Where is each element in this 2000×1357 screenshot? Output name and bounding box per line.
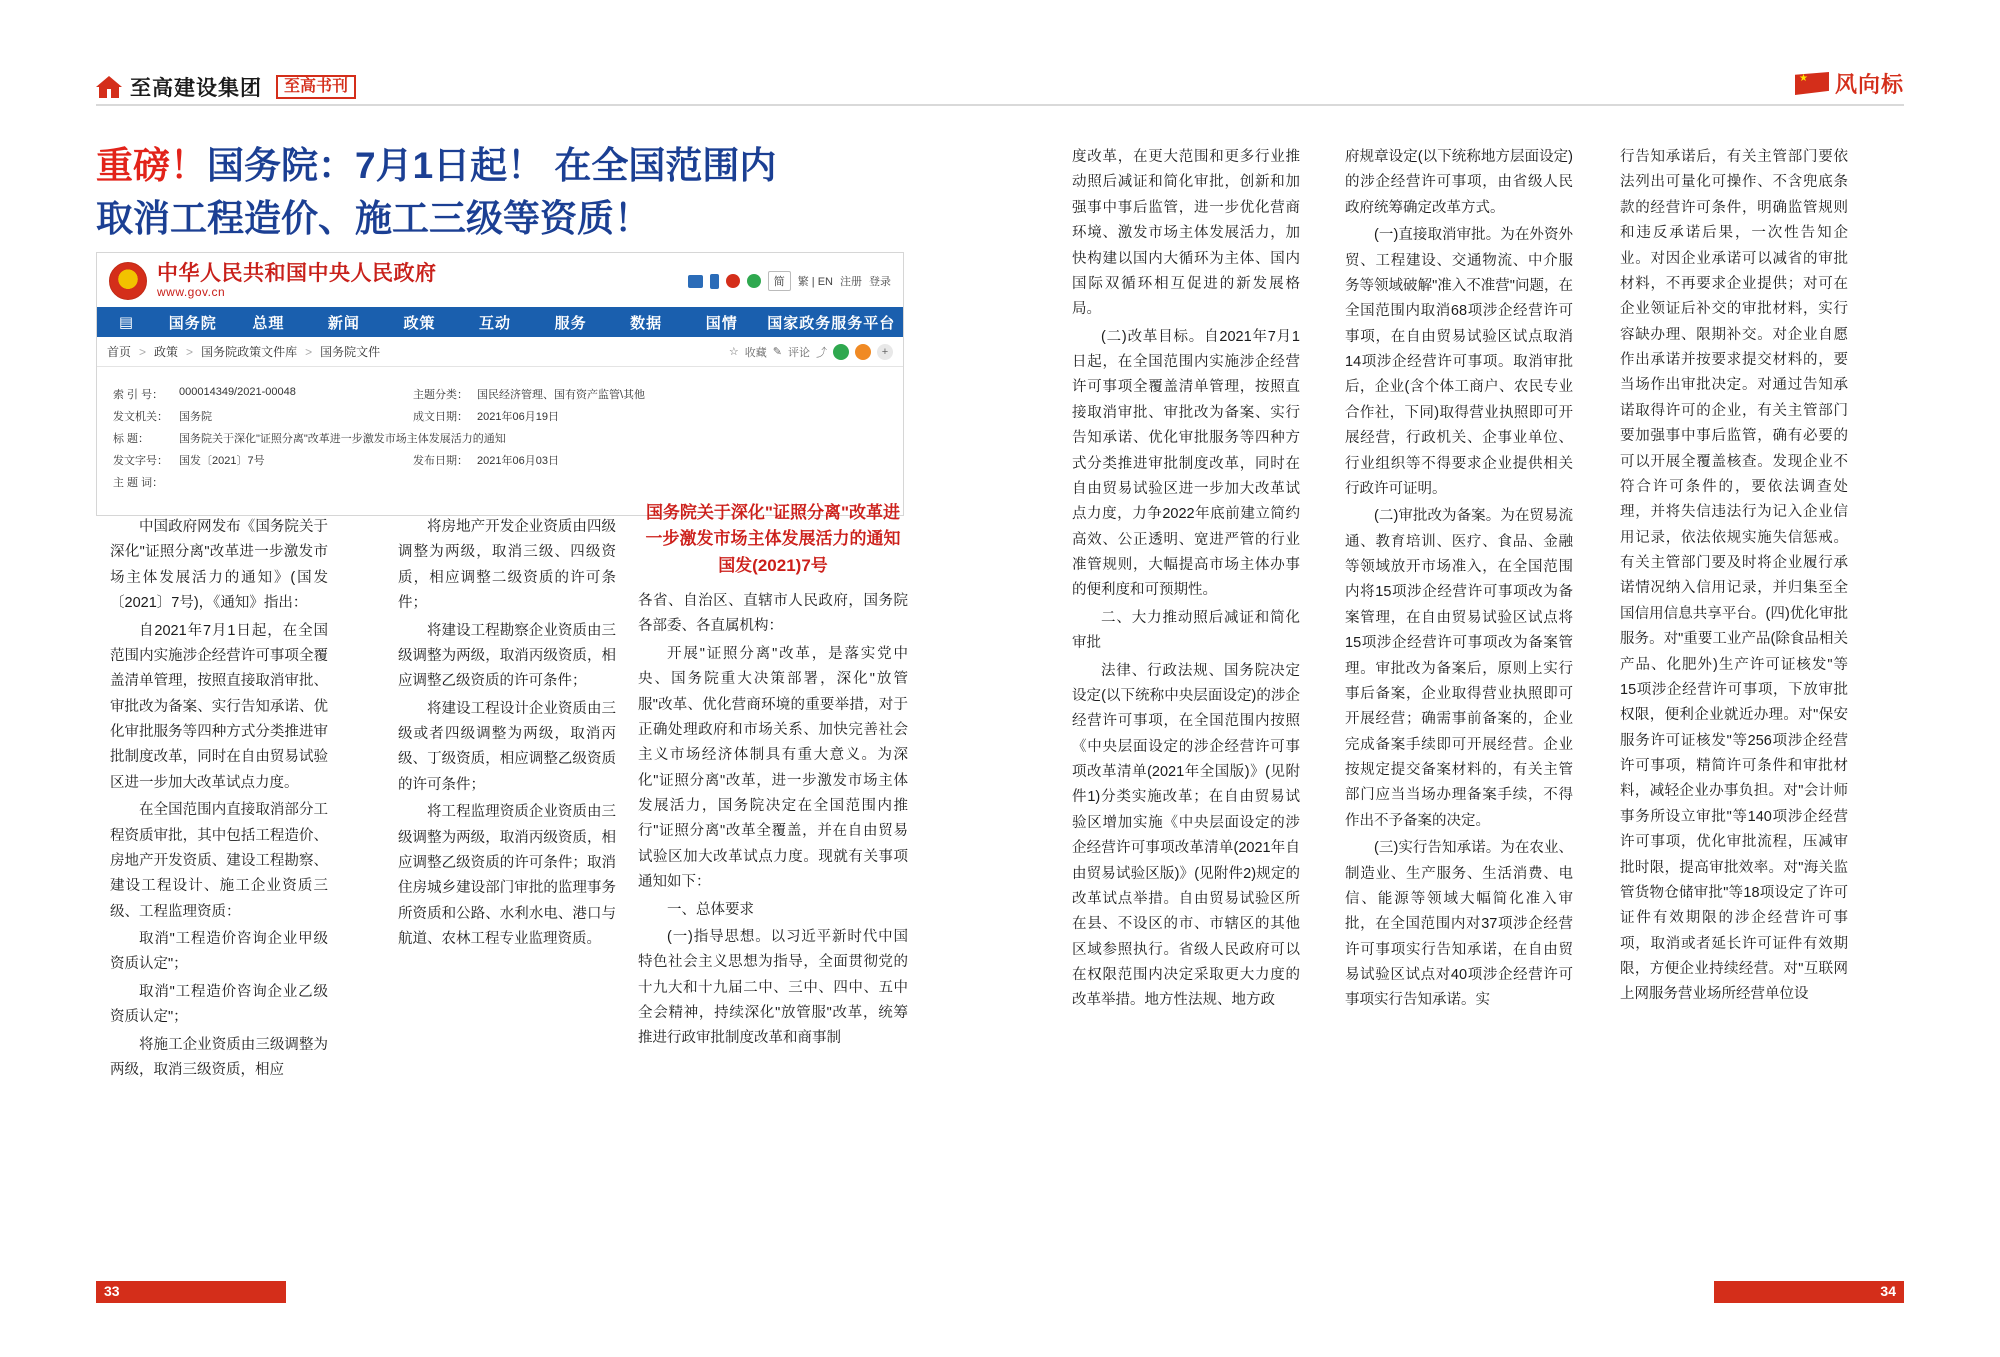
meta-label-issuer: 发文机关： xyxy=(113,411,168,423)
gov-site-url: www.gov.cn xyxy=(157,285,226,300)
gov-doc-meta xyxy=(97,367,903,515)
header-divider xyxy=(96,104,1904,106)
breadcrumb-item-policy[interactable]: 政策 xyxy=(154,345,179,359)
register-link[interactable]: 注册 xyxy=(840,276,862,288)
nav-item-premier[interactable]: 总理 xyxy=(252,314,285,332)
paragraph: 在全国范围内直接取消部分工程资质审批，其中包括工程造价、房地产开发资质、建设工程勘察、建设工程设计、施工企业资质三级、工程监理资质： xyxy=(110,802,328,920)
login-link[interactable]: 登录 xyxy=(869,276,891,288)
gov-website-screenshot xyxy=(96,252,904,516)
section-heading: 二、大力推动照后减证和简化审批 xyxy=(1072,609,1300,652)
gov-tool-strip[interactable] xyxy=(688,271,891,291)
nav-item-news[interactable]: 新闻 xyxy=(327,314,360,332)
page-number-left-label: 33 xyxy=(104,1283,120,1299)
paragraph: 各省、自治区、直辖市人民政府，国务院各部委、各直属机构： xyxy=(638,593,908,635)
mail-icon[interactable] xyxy=(688,275,703,288)
meta-value-written-date: 2021年06月19日 xyxy=(477,411,559,423)
nav-item-interaction[interactable]: 互动 xyxy=(479,314,512,332)
paragraph: 自2021年7月1日起，在全国范围内实施涉企经营许可事项全覆盖清单管理，按照直接取消审批、审批改为备案、实行告知承诺、优化审批服务等四种方式分类推进审批制度改革，同时在自由贸易试验区进一步加大改革试点力度。 xyxy=(110,622,328,791)
paragraph: 将施工企业资质由三级调整为两级，取消三级资质，相应 xyxy=(110,1036,328,1078)
gov-site-title: 中华人民共和国中央人民政府 xyxy=(157,262,437,286)
page-number-left xyxy=(96,1281,286,1303)
favorite-label[interactable]: 收藏 xyxy=(744,346,767,359)
meta-label-written-date: 成文日期： xyxy=(413,411,468,423)
section-badge xyxy=(1795,68,1904,99)
print-icon[interactable] xyxy=(855,344,871,360)
meta-value-issuer: 国务院 xyxy=(179,411,212,423)
paragraph: 将房地产开发企业资质由四级调整为两级，取消三级、四级资质，相应调整二级资质的许可条件； xyxy=(398,519,616,612)
paragraph: (二)改革目标。自2021年7月1日起，在全国范围内实施涉企经营许可事项全覆盖清单管理，按照直接取消审批、审批改为备案、实行告知承诺、优化审批服务等四种方式分类推进审批制度改革，同时在自由贸易试验区进一步加大改革试点力度，力争2022年底前建立简约高效、公正透明、宽进严管的行业准管规则，大幅提高市场主体办事的便利度和可预期性。 xyxy=(1072,328,1300,599)
article-column-5 xyxy=(1345,145,1573,1016)
share-icon[interactable]: ⤴ xyxy=(816,346,827,359)
paragraph: 法律、行政法规、国务院决定设定(以下统称中央层面设定)的涉企经营许可事项，在全国范围内按照《中央层面设定的涉企经营许可事项改革清单(2021年全国版)》(见附件1)分类实施改革；在自由贸易试验区增加实施《中央层面设定的涉企经营许可事项改革清单(2021年自由贸易试验区版)》(见附件2)规定的改革试点举措。自由贸易试验区所在县、不设区的市、市辖区的其他区域参照执行。省级人民政府可以在权限范围内决定采取更大力度的改革举措。地方性法规、地方政 xyxy=(1072,662,1300,1009)
headline-emphasis: 重磅！ xyxy=(96,145,207,186)
publication-seal: 至高书刊 xyxy=(276,75,356,100)
nav-item-policy[interactable]: 政策 xyxy=(403,314,436,332)
meta-label-category: 主题分类： xyxy=(413,389,468,401)
masthead xyxy=(96,72,356,102)
paragraph: 取消"工程造价咨询企业甲级资质认定"； xyxy=(110,931,328,973)
breadcrumb-separator: > xyxy=(139,344,147,359)
nav-home-icon[interactable]: ▤ xyxy=(118,314,134,331)
table-row xyxy=(111,471,889,493)
favorite-icon[interactable]: ☆ xyxy=(728,346,739,358)
flag-icon xyxy=(1795,72,1829,95)
paragraph: 中国政府网发布《国务院关于深化"证照分离"改革进一步激发市场主体发展活力的通知》(国发〔2021〕7号)，《通知》指出： xyxy=(110,519,328,612)
meta-value-title: 国务院关于深化"证照分离"改革进一步激发市场主体发展活力的通知 xyxy=(179,433,506,445)
paragraph: 府规章设定(以下统称地方层面设定)的涉企经营许可事项，由省级人民政府统筹确定改革方式。 xyxy=(1345,149,1573,216)
meta-value-index: 000014349/2021-00048 xyxy=(179,386,296,398)
meta-label-keywords: 主 题 词： xyxy=(113,477,164,489)
headline-line-1: 国务院：7月1日起！ 在全国范围内 xyxy=(207,145,777,186)
article-column-3 xyxy=(638,500,908,1054)
paragraph: 开展"证照分离"改革，是落实党中央、国务院重大决策部署，深化"放管服"改革、优化营商环境的重要举措，对于正确处理政府和市场关系、加快完善社会主义市场经济体制具有重大意义。为深化"证照分离"改革，进一步激发市场主体发展活力，国务院决定在全国范围内推行"证照分离"改革全覆盖，并在自由贸易试验区加大改革试点力度。现就有关事项通知如下： xyxy=(638,645,908,891)
doc-meta-table xyxy=(111,383,889,493)
comment-label[interactable]: 评论 xyxy=(788,346,810,359)
meta-label-title: 标 题： xyxy=(113,433,150,445)
page-number-right xyxy=(1714,1281,1904,1303)
meta-value-keywords xyxy=(177,471,889,493)
font-size-increase-button[interactable]: + xyxy=(877,344,893,360)
wechat-icon[interactable] xyxy=(747,274,761,288)
paragraph: (一)直接取消审批。为在外资外贸、工程建设、交通物流、中介服务等领域破解"准入不准营"问题，在全国范围内取消68项涉企经营许可事项，在自由贸易试验区试点取消14项涉企经营许可事项。取消审批后，企业(含个体工商户、农民专业合作社，下同)取得营业执照即可开展经营，行政机关、企事业单位、行业组织等不得要求企业提供相关行政许可证明。 xyxy=(1345,227,1573,497)
nav-item-national-profile[interactable]: 国情 xyxy=(705,314,738,332)
headline-line-2: 取消工程造价、施工三级等资质！ xyxy=(96,197,651,239)
paragraph: 取消"工程造价咨询企业乙级资质认定"； xyxy=(110,983,328,1026)
section-heading: 一、总体要求 xyxy=(667,901,754,918)
paragraph: (三)实行告知承诺。为在农业、制造业、生产服务、生活消费、电信、能源等领域大幅简化准入审批，在全国范围内对37项涉企经营许可事项实行告知承诺，在自由贸易试验区试点对40项涉企经营许可事项实行告知承诺。实 xyxy=(1345,840,1573,1009)
meta-value-publish-date: 2021年06月03日 xyxy=(477,455,559,467)
meta-label-publish-date: 发布日期： xyxy=(413,455,468,467)
mobile-icon[interactable] xyxy=(710,274,719,289)
paragraph: 将工程监理资质企业资质由三级调整为两级，取消丙级资质，相应调整乙级资质的许可条件；取消住房城乡建设部门审批的监理事务所资质和公路、水利水电、港口与航道、农林工程专业监理资质。 xyxy=(398,804,616,947)
breadcrumb-item-doc[interactable]: 国务院文件 xyxy=(320,345,381,359)
lang-traditional-en[interactable]: 繁 | EN xyxy=(797,276,833,288)
breadcrumb-separator-3: > xyxy=(305,344,313,359)
paragraph: (一)指导思想。以习近平新时代中国特色社会主义思想为指导，全面贯彻党的十九大和十九届二中、三中、四中、五中全会精神，持续深化"放管服"改革，统筹推进行政审批制度改革和商事制 xyxy=(638,928,908,1047)
article-column-1 xyxy=(110,515,328,1085)
breadcrumb-separator-2: > xyxy=(186,344,194,359)
gov-main-nav[interactable] xyxy=(97,307,903,337)
table-row xyxy=(111,383,889,405)
gov-site-header xyxy=(97,253,903,307)
lang-simplified[interactable]: 简 xyxy=(768,271,791,291)
article-column-6 xyxy=(1620,145,1848,1010)
table-row xyxy=(111,449,889,471)
paragraph: (二)审批改为备案。为在贸易流通、教育培训、医疗、食品、金融等领域放开市场准入，在全国范围内将15项涉企经营许可事项改为备案管理，在自由贸易试验区试点将15项涉企经营许可事项改为备案管理。审批改为备案后，原则上实行事后备案，企业取得营业执照即可开展经营；确需事前备案的，企业完成备案手续即可开展经营。企业按规定提交备案材料的，有关主管部门应当当场办理备案手续，不得作出不予备案的决定。 xyxy=(1345,508,1573,829)
table-row xyxy=(111,405,889,427)
company-name: 至高建设集团 xyxy=(130,77,262,100)
nav-item-service-platform[interactable]: 国家政务服务平台 xyxy=(767,314,896,332)
meta-value-docnum: 国发〔2021〕7号 xyxy=(179,455,265,467)
table-row xyxy=(111,427,889,449)
article-column-4 xyxy=(1072,145,1300,1016)
comment-icon[interactable]: ✎ xyxy=(772,346,782,358)
national-emblem-icon xyxy=(109,262,147,300)
paragraph: 将建设工程设计企业资质由三级或者四级调整为两级，取消丙级、丁级资质，相应调整乙级资质的许可条件； xyxy=(398,700,616,793)
weibo-icon[interactable] xyxy=(726,274,740,288)
page-title xyxy=(96,140,886,245)
breadcrumb-item-doc-library[interactable]: 国务院政策文件库 xyxy=(201,345,298,359)
breadcrumb[interactable] xyxy=(97,337,903,367)
article-column-2 xyxy=(398,515,616,954)
paragraph: 将建设工程勘察企业资质由三级调整为两级，取消丙级资质，相应调整乙级资质的许可条件； xyxy=(398,622,616,690)
meta-label-docnum: 发文字号： xyxy=(113,455,168,467)
nav-item-service[interactable]: 服务 xyxy=(554,314,587,332)
page-number-right-label: 34 xyxy=(1880,1283,1896,1299)
meta-value-category: 国民经济管理、国有资产监管\其他 xyxy=(477,389,646,401)
wechat-share-icon[interactable] xyxy=(833,344,849,360)
meta-label-index: 索 引 号： xyxy=(113,389,164,401)
paragraph: 行告知承诺后，有关主管部门要依法列出可量化可操作、不含兜底条款的经营许可条件，明确监管规则和违反承诺后果，一次性告知企业。对因企业承诺可以减省的审批材料，不再要求企业提供；对可在企业领证后补交的审批材料，实行容缺办理、限期补交。对企业自愿作出承诺并按要求提交材料的，要当场作出审批决定。对通过告知承诺取得许可的企业，有关主管部门要加强事中事后监管，确有必要的可以开展全覆盖核查。发现企业不符合许可条件的，要依法调查处理，并将失信违法行为记入企业信用记录，依法依规实施失信惩戒。有关主管部门要及时将企业履行承诺情况纳入信用记录，并归集至全国信用信息共享平台。(四)优化审批服务。对"重要工业产品(除食品相关产品、化肥外)生产许可证核发"等15项涉企经营许可事项，下放审批权限，便利企业就近办理。对"保安服务许可证核发"等256项涉企经营许可事项，精简许可条件和审批材料，减轻企业办事负担。对"会计师事务所设立审批"等140项涉企经营许可事项，优化审批流程，压减审批时限，提高审批效率。对"海关监管货物仓储审批"等18项设定了许可证件有效期限的涉企经营许可事项，取消或者延长许可证件有效期限，方便企业持续经营。对"互联网上网服务营业场所经营单位设 xyxy=(1620,149,1848,1003)
breadcrumb-item-home[interactable]: 首页 xyxy=(107,345,132,359)
company-logo-icon xyxy=(96,74,122,100)
section-badge-label: 风向标 xyxy=(1834,72,1904,97)
paragraph: 度改革，在更大范围和更多行业推动照后减证和简化审批，创新和加强事中事后监管，进一步优化营商环境、激发市场主体发展活力，加快构建以国内大循环为主体、国内国际双循环相互促进的新发展格局。 xyxy=(1072,149,1300,318)
nav-item-data[interactable]: 数据 xyxy=(630,314,663,332)
notice-title: 国务院关于深化"证照分离"改革进一步激发市场主体发展活力的通知国发(2021)7号 xyxy=(645,503,901,575)
nav-item-state-council[interactable]: 国务院 xyxy=(168,314,217,332)
